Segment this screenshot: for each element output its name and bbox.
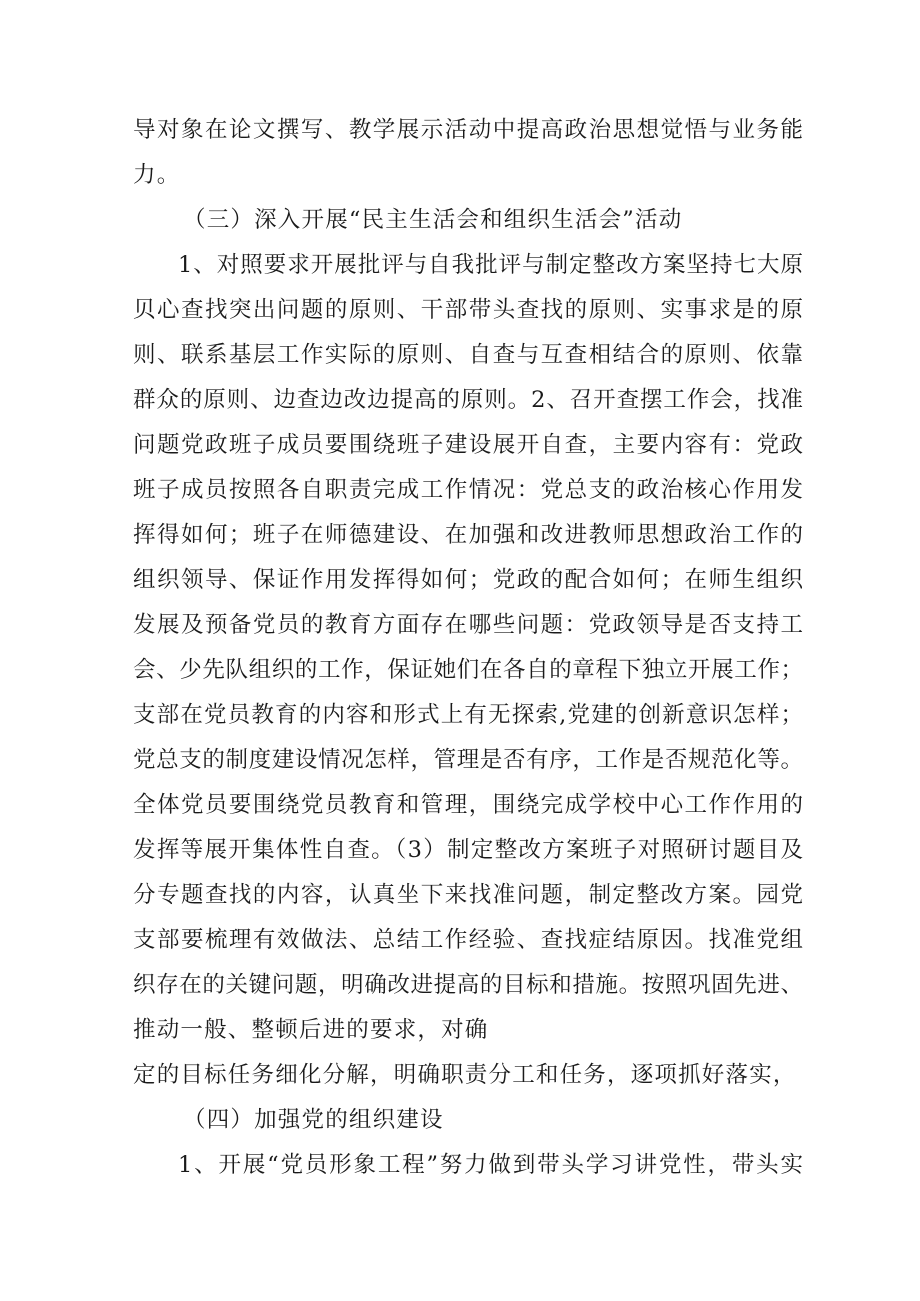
body-text-line: 全体党员要围绕党员教育和管理，围绕完成学校中心工作作用的 <box>133 792 803 818</box>
body-text-line: 贝心查找突出问题的原则、干部带头查找的原则、实事求是的原 <box>133 297 803 323</box>
body-text-line: 1、对照要求开展批评与自我批评与制定整改方案坚持七大原 <box>178 252 803 278</box>
section-heading: （四）加强党的组织建设 <box>183 1107 444 1133</box>
body-text-line: 党总支的制度建设情况怎样，管理是否有序，工作是否规范化等。 <box>133 747 803 773</box>
body-text-line: 挥得如何；班子在师德建设、在加强和改进教师思想政治工作的 <box>133 522 803 548</box>
body-text-line: 发挥等展开集体性自查。（3）制定整改方案班子对照研讨题目及 <box>133 837 803 863</box>
body-text-line: 力。 <box>133 162 181 188</box>
body-text-line: 推动一般、整顿后进的要求，对确 <box>133 1017 489 1043</box>
body-text-line: 分专题查找的内容，认真坐下来找准问题，制定整改方案。园党 <box>133 882 803 908</box>
body-text-line: 1、开展“党员形象工程”努力做到带头学习讲党性，带头实 <box>178 1152 803 1178</box>
body-text-line: 组织领导、保证作用发挥得如何；党政的配合如何；在师生组织 <box>133 567 803 593</box>
body-text-line: 群众的原则、边查边改边提高的原则。2、召开查摆工作会，找准 <box>133 387 803 413</box>
body-text-line: 导对象在论文撰写、教学展示活动中提高政治思想觉悟与业务能 <box>133 117 803 143</box>
body-text-line: 支部在党员教育的内容和形式上有无探索,党建的创新意识怎样； <box>133 702 803 728</box>
body-text-line: 班子成员按照各自职责完成工作情况：党总支的政治核心作用发 <box>133 477 803 503</box>
body-text-line: 支部要梳理有效做法、总结工作经验、查找症结原因。找准党组 <box>133 927 803 953</box>
body-text-line: 问题党政班子成员要围绕班子建设展开自查，主要内容有：党政 <box>133 432 803 458</box>
body-text-line: 定的目标任务细化分解，明确职责分工和任务，逐项抓好落实， <box>133 1062 797 1088</box>
body-text-line: 则、联系基层工作实际的原则、自查与互查相结合的原则、依靠 <box>133 342 803 368</box>
section-heading: （三）深入开展“民主生活会和组织生活会”活动 <box>183 207 683 233</box>
body-text-line: 织存在的关键问题，明确改进提高的目标和措施。按照巩固先进、 <box>133 972 803 998</box>
body-text-line: 会、少先队组织的工作，保证她们在各自的章程下独立开展工作； <box>133 657 803 683</box>
body-text-line: 发展及预备党员的教育方面存在哪些问题：党政领导是否支持工 <box>133 612 803 638</box>
